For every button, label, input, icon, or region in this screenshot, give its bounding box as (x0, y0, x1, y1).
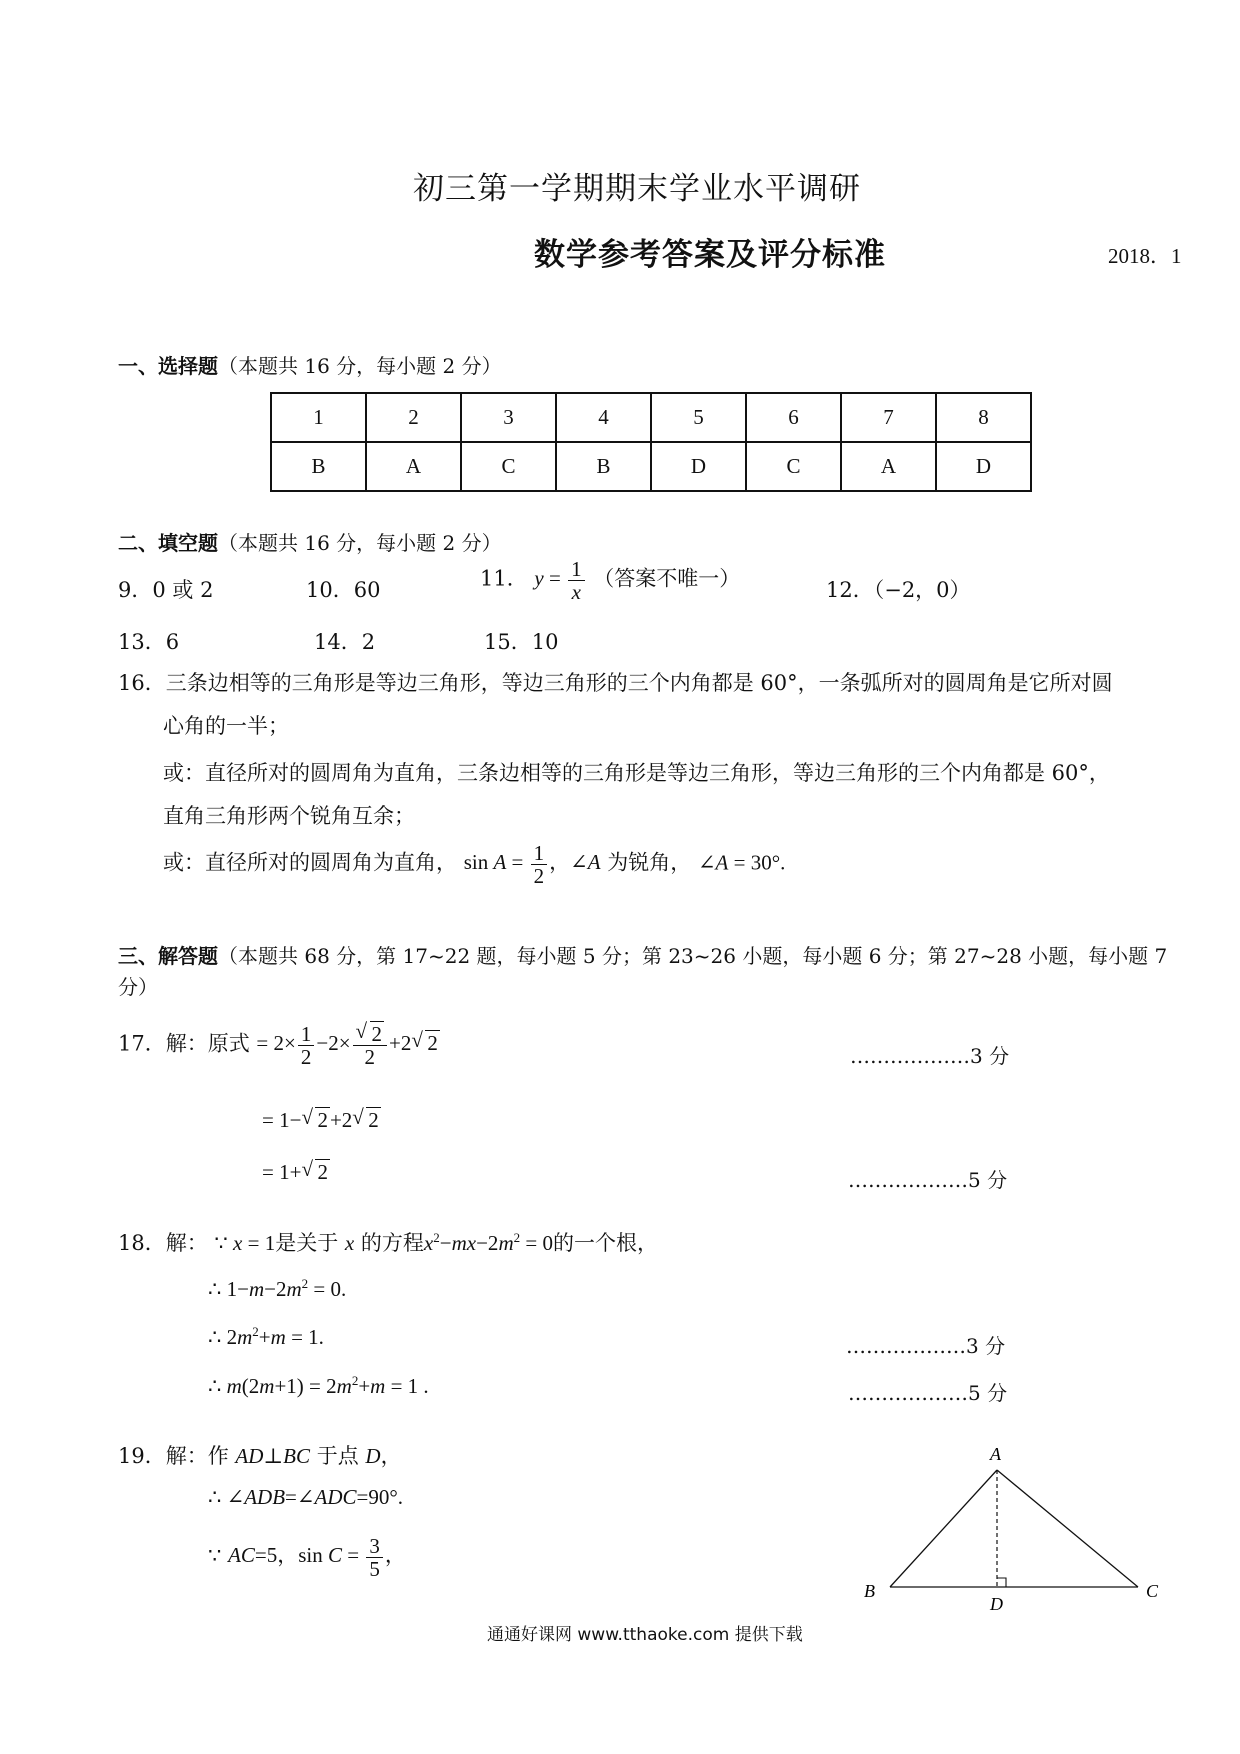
page-subtitle: 数学参考答案及评分标准 (534, 237, 886, 273)
q17-score-2: ………………5 分 (848, 1168, 1008, 1192)
section1-note: （本题共 16 分，每小题 2 分） (218, 354, 502, 378)
section1-title: 一、选择题 (118, 354, 218, 378)
answer-cell: D (651, 442, 746, 491)
q18-because: ∵ (214, 1231, 234, 1255)
question-number: 8 (936, 393, 1031, 442)
vertex-label-b: B (864, 1581, 875, 1601)
question-number: 7 (841, 393, 936, 442)
triangle-figure (850, 1440, 1180, 1620)
q18-step2: ∴ $2m^2+m = 1$. (208, 1324, 324, 1349)
section2-heading (118, 527, 502, 556)
exam-date: 2018．1 (1108, 244, 1182, 268)
answer-q15: 15．10 (484, 630, 559, 654)
q18-score-2: ………………5 分 (848, 1381, 1008, 1405)
question-number: 5 (651, 393, 746, 442)
q19-because: ∵ (208, 1543, 222, 1568)
answer-q16-alt1-line1: 或：直径所对的圆周角为直角，三条边相等的三角形是等边三角形，等边三角形的三个内角都是 60°， (163, 761, 1110, 785)
section2-title: 二、填空题 (118, 531, 218, 555)
question-number: 1 (271, 393, 366, 442)
q17-score-1: ………………3 分 (850, 1044, 1010, 1068)
question-number: 6 (746, 393, 841, 442)
q17-label: 17．解：原式 (118, 1031, 250, 1056)
answer-cell: B (556, 442, 651, 491)
q11-note: （答案不唯一） (593, 566, 741, 591)
side-ab (890, 1470, 997, 1587)
q11-label: 11． (480, 566, 528, 591)
footer-text: 通通好课网 www.tthaoke.com 提供下载 (487, 1625, 803, 1645)
answer-q18-line1 (118, 1227, 658, 1257)
q19-step1: ∴ ∠ADB=∠ADC=90°. (208, 1485, 403, 1509)
answer-q16-alt1-line2: 直角三角形两个锐角互余； (163, 804, 415, 828)
q19-given: AC=5，sin C = $\frac{3}{5}$ ， (228, 1534, 406, 1582)
answer-q17-line2 (262, 1108, 381, 1133)
q18-text2: 的方程 (360, 1231, 424, 1255)
answer-q19-line1 (118, 1440, 402, 1470)
section3-note-line2: 分） (118, 975, 158, 999)
side-ac (997, 1470, 1138, 1587)
answer-q18-line4 (208, 1373, 429, 1399)
table-row (271, 393, 1031, 442)
q16-alt2-prefix: 或：直径所对的圆周角为直角， (163, 850, 457, 875)
q18-text3: 的一个根， (552, 1231, 658, 1255)
answer-q17-line1 (118, 1023, 440, 1068)
q18-equation: $x^2-mx-2m^2 = 0$ (423, 1230, 553, 1255)
answer-q16-alt2 (163, 842, 785, 887)
q16-alt2-mid: 为锐角， (607, 850, 692, 875)
choice-answer-table (270, 392, 1032, 492)
answer-cell: A (366, 442, 461, 491)
answer-cell: B (271, 442, 366, 491)
answer-q18-line3 (208, 1324, 324, 1350)
q18-x: x (344, 1231, 355, 1255)
q19-label: 19．解：作 (118, 1444, 229, 1468)
answer-cell: D (936, 442, 1031, 491)
answer-q19-line2 (208, 1485, 403, 1510)
answer-q11 (480, 558, 740, 603)
q11-formula: y = $\frac{1}{x}$ (534, 566, 586, 590)
section3-heading (118, 940, 1167, 969)
question-number: 3 (461, 393, 556, 442)
q18-step1: ∴ $1-m-2m^2 = 0$. (208, 1276, 347, 1301)
q18-x-eq: x = 1 (233, 1231, 276, 1255)
answer-cell: A (841, 442, 936, 491)
right-angle-mark (997, 1578, 1006, 1587)
page-title: 初三第一学期期末学业水平调研 (413, 171, 861, 207)
vertex-label-d: D (990, 1594, 1003, 1614)
answer-q12: 12．（−2，0） (826, 578, 971, 602)
question-number: 2 (366, 393, 461, 442)
q17-step1: = 2× $\frac{1}{2}$ −2× √ $\frac{2}{2}$ +2√ 2 (256, 1031, 439, 1055)
vertex-label-a: A (990, 1444, 1001, 1464)
section1-heading (118, 350, 502, 379)
q19-text: 于点 (316, 1444, 359, 1468)
section3-title: 三、解答题 (118, 944, 218, 968)
table-row (271, 442, 1031, 491)
answer-q16-line2: 心角的一半； (163, 714, 289, 738)
q16-sin-formula: sin A = $\frac{1}{2}$ ，∠A (463, 841, 601, 889)
q17-step2: = 1−√ 2+2√ 2 (262, 1108, 381, 1132)
question-number: 4 (556, 393, 651, 442)
q16-angle-formula: ∠A = 30°. (697, 850, 786, 875)
answer-q18-line2 (208, 1276, 346, 1302)
vertex-label-c: C (1146, 1581, 1159, 1601)
q17-step3: = 1+√ 2 (262, 1160, 330, 1184)
q19-perp: AD⊥BC (235, 1444, 311, 1468)
answer-q14: 14．2 (314, 630, 376, 654)
q19-point-d: D， (365, 1444, 402, 1468)
q18-score-1: ………………3 分 (846, 1334, 1006, 1358)
answer-cell: C (461, 442, 556, 491)
answer-q16-line1: 16．三条边相等的三角形是等边三角形，等边三角形的三个内角都是 60°，一条弧所对的圆周角是它所对圆 (118, 671, 1113, 695)
answer-q13: 13．6 (118, 630, 180, 654)
answer-cell: C (746, 442, 841, 491)
answer-q10: 10．60 (306, 578, 381, 602)
section3-note: （本题共 68 分，第 17~22 题，每小题 5 分；第 23~26 小题，每小题 6 分；第 27~28 小题，每小题 7 (218, 944, 1168, 968)
answer-q19-line3 (208, 1535, 406, 1580)
answer-q17-line3 (262, 1160, 330, 1185)
answer-q9: 9．0 或 2 (118, 578, 214, 602)
q18-label: 18．解： (118, 1231, 208, 1255)
section2-note: （本题共 16 分，每小题 2 分） (218, 531, 502, 555)
q18-text1: 是关于 (275, 1231, 339, 1255)
q18-step3: ∴ $m(2m+1) = 2m^2+m = 1$ . (208, 1373, 429, 1398)
